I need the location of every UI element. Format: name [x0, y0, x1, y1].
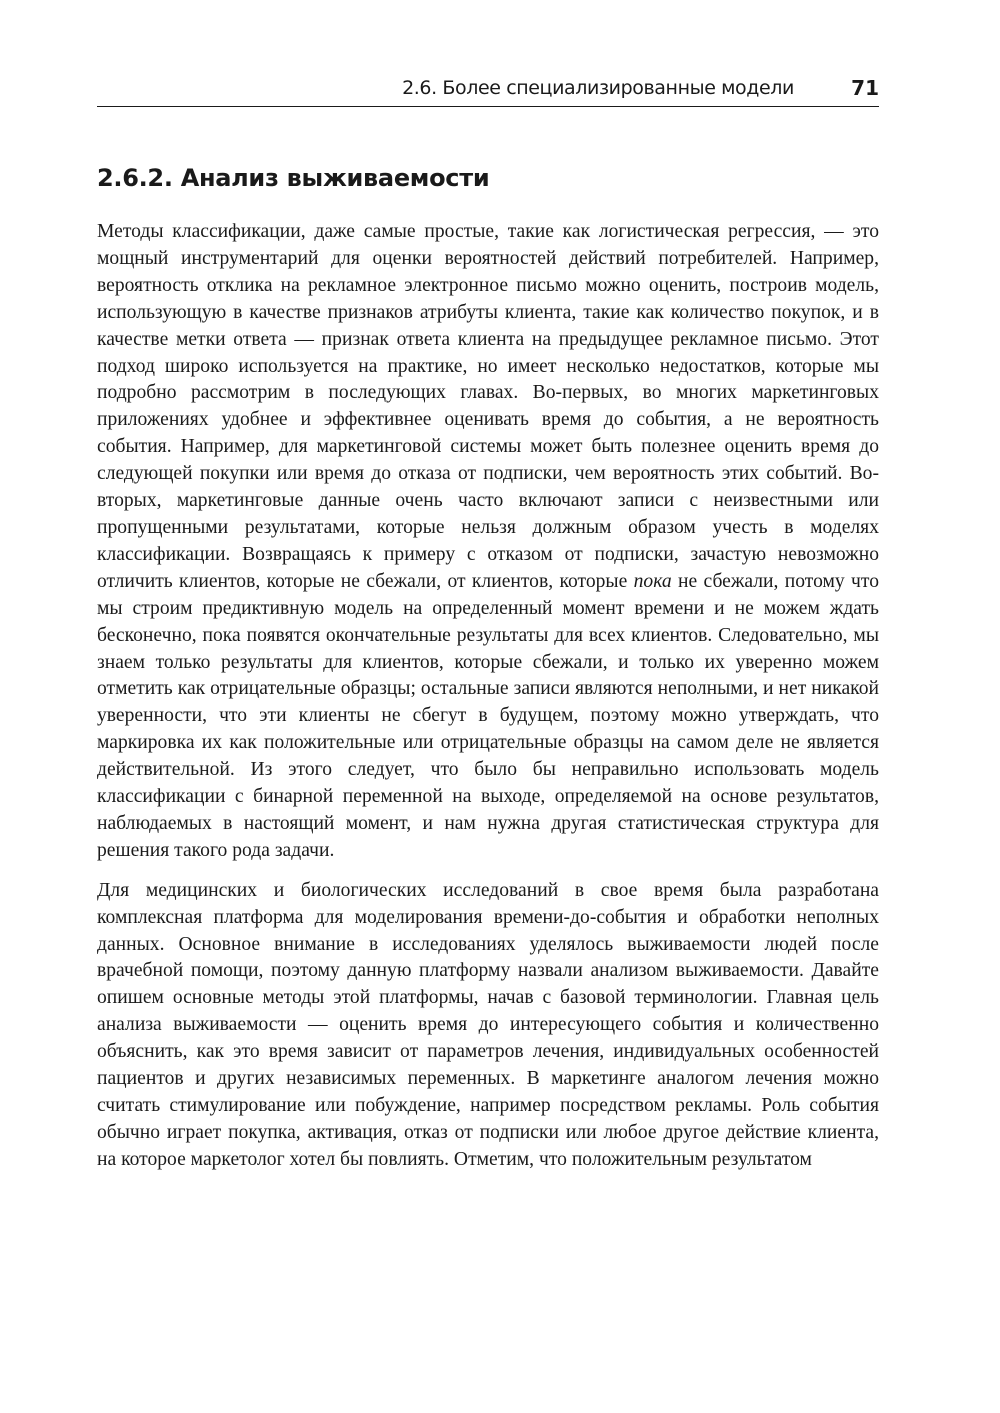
- header-rule: [97, 106, 879, 107]
- paragraph-1: [97, 219, 879, 865]
- running-header: [97, 76, 879, 104]
- page-number: 71: [851, 76, 879, 100]
- paragraph-1-text-b: не сбежали, потому что мы строим предиктивную модель на определенный момент времени и не можем ждать бесконечно, пока появятся окончательные результаты для всех клиентов. Следовательно, мы знаем только результаты для клиентов, которые сбежали, и только их уверенно можем отметить как отрицательные образцы; остальные записи являются неполными, и нет никакой уверенности, что эти клиенты не сбегут в будущем, поэтому можно утверждать, что маркировка их как положительные или отрицательные образцы на самом деле не является действительной. Из этого следует, что было бы неправильно использовать модель классификации с бинарной переменной на выходе, определяемой на основе результатов, наблюдаемых в настоящий момент, и нам нужна другая статистическая структура для решения такого рода задачи.: [97, 570, 879, 861]
- section-heading: 2.6.2. Анализ выживаемости: [97, 164, 490, 192]
- body-text: [97, 219, 879, 1174]
- paragraph-1-italic-word: пока: [633, 570, 672, 592]
- paragraph-2: Для медицинских и биологических исследований в свое время была разработана комплексная платформа для моделирования времени-до-события и обработки неполных данных. Основное внимание в исследованиях уделялось выживаемости людей после врачебной помощи, поэтому данную платформу назвали анализом выживаемости. Давайте опишем основные методы этой платформы, начав с базовой терминологии. Главная цель анализа выживаемости — оценить время до интересующего события и количественно объяснить, как это время зависит от параметров лечения, индивидуальных особенностей пациентов и других независимых переменных. В маркетинге аналогом лечения можно считать стимулирование или побуждение, например посредством рекламы. Роль события обычно играет покупка, активация, отказ от подписки или любое другое действие клиента, на которое маркетолог хотел бы повлиять. Отметим, что положительным результатом: [97, 879, 879, 1170]
- paragraph-1-text-a: Методы классификации, даже самые простые, такие как логистическая регрессия, — это мощный инструментарий для оценки вероятностей действий потребителей. Например, вероятность отклика на рекламное электронное письмо можно оценить, построив модель, использующую в качестве признаков атрибуты клиента, такие как количество покупок, и в качестве метки ответа — признак ответа клиента на предыдущее рекламное письмо. Этот подход широко используется на практике, но имеет несколько недостатков, которые мы подробно рассмотрим в последующих главах. Во-первых, во многих маркетинговых приложениях удобнее и эффективнее оценивать время до события, а не вероятность события. Например, для маркетинговой системы может быть полезнее оценить время до следующей покупки или время до отказа от подписки, чем вероятность этих событий. Во-вторых, маркетинговые данные очень часто включают записи с неизвестными или пропущенными результатами, которые нельзя должным образом учесть в моделях классификации. Возвращаясь к примеру с отказом от подписки, зачастую невозможно отличить клиентов, которые не сбежали, от клиентов, которые: [97, 221, 879, 592]
- running-header-section-title: 2.6. Более специализированные модели: [402, 77, 794, 99]
